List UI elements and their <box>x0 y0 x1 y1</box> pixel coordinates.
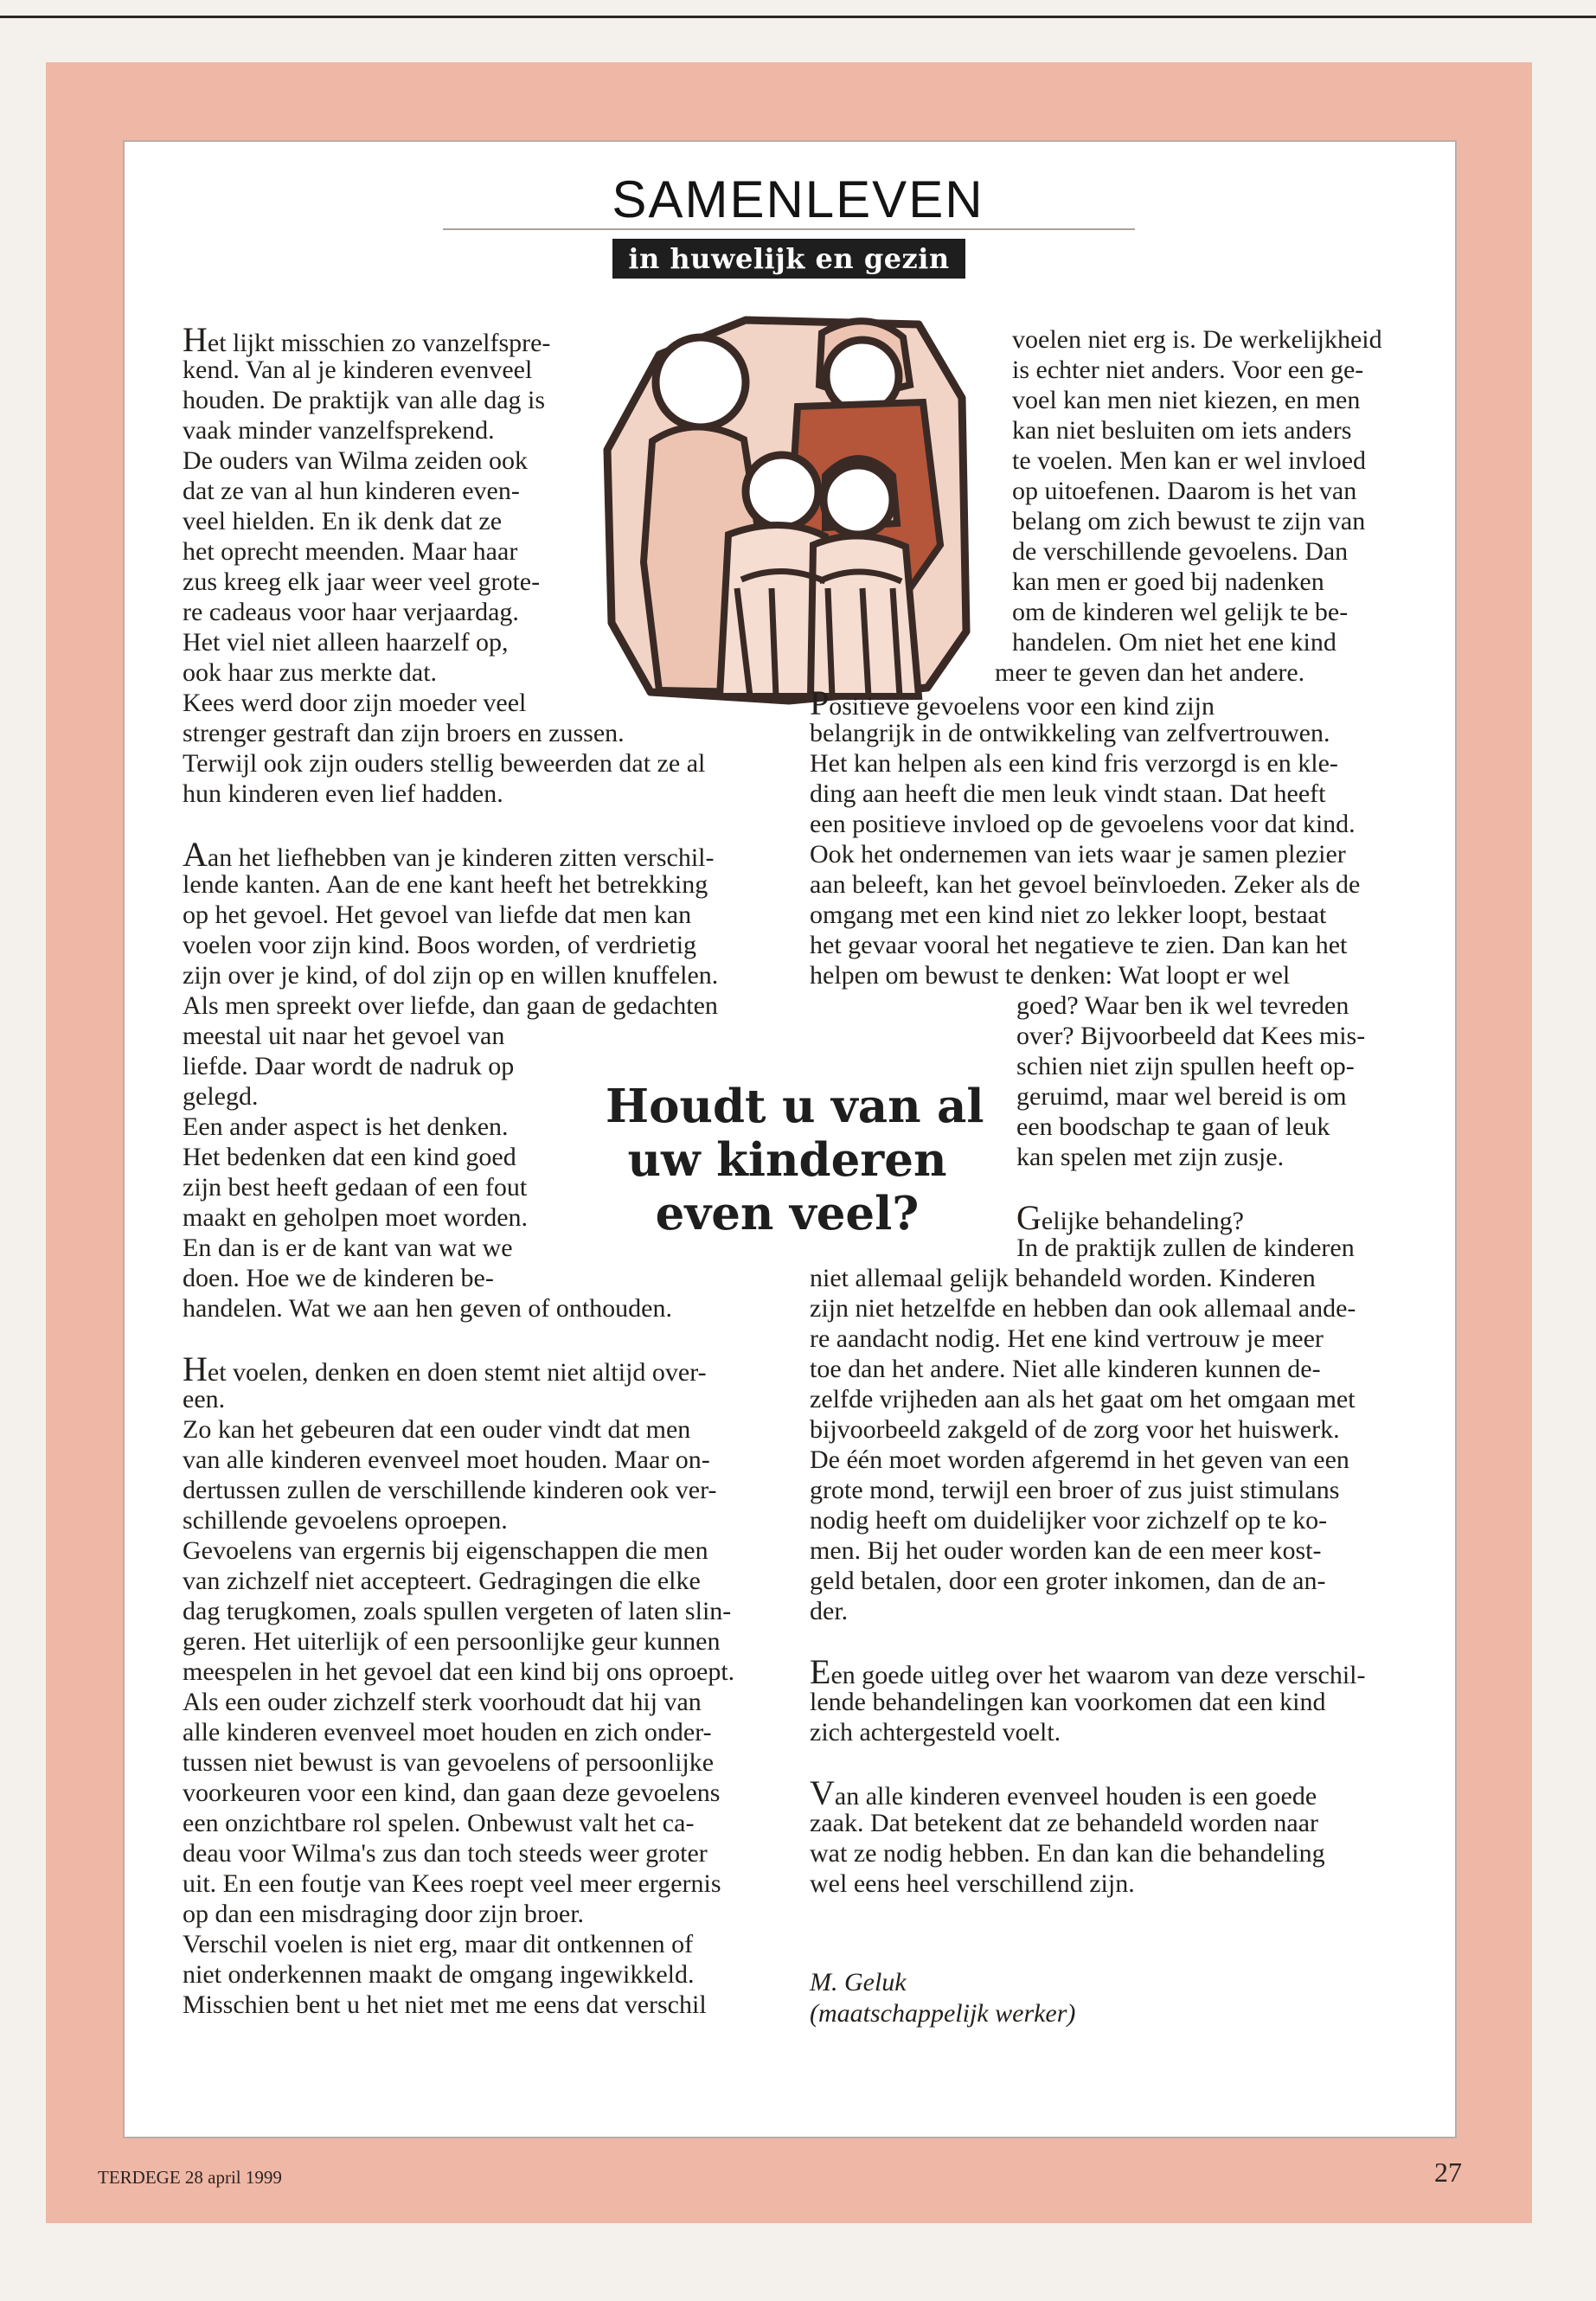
body-text-line: Als men spreekt over liefde, dan gaan de gedachten <box>183 991 718 1020</box>
body-text-line: geren. Het uiterlijk of een persoonlijke geur kunnen <box>183 1627 721 1656</box>
body-text-line: Misschien bent u het niet met me eens dat verschil <box>183 1990 707 2019</box>
body-text-line: niet onderkennen maakt de omgang ingewikkeld. <box>183 1960 695 1989</box>
author-name: M. Geluk <box>810 1968 907 1997</box>
body-text-line: hun kinderen even lief hadden. <box>183 779 503 808</box>
body-text-line: meestal uit naar het gevoel van <box>183 1022 505 1050</box>
body-text-line: uit. En een foutje van Kees roept veel meer ergernis <box>183 1869 721 1898</box>
body-text-line <box>810 1773 1317 1812</box>
body-text-line: over? Bijvoorbeeld dat Kees mis- <box>1016 1022 1366 1050</box>
body-text-line: deau voor Wilma's zus dan toch steeds weer groter <box>183 1839 708 1868</box>
body-text-line: tussen niet bewust is van gevoelens of persoonlijke <box>183 1748 715 1777</box>
title-divider <box>443 228 1135 230</box>
initial-letter: H <box>183 1349 208 1388</box>
family-illustration-icon <box>599 303 979 709</box>
line-rest: et voelen, denken en doen stemt niet altijd over- <box>207 1358 707 1387</box>
body-text-line: men. Bij het ouder worden kan de een meer kost- <box>810 1536 1322 1565</box>
body-text-line: belang om zich bewust te zijn van <box>1012 507 1366 535</box>
body-text-line <box>183 835 715 874</box>
body-text-line: een. <box>183 1385 226 1413</box>
body-text-line: kend. Van al je kinderen evenveel <box>183 356 533 384</box>
body-text-line: op het gevoel. Het gevoel van liefde dat men kan <box>183 901 692 929</box>
body-text-line: zijn over je kind, of dol zijn op en willen knuffelen. <box>183 961 719 990</box>
initial-letter: G <box>1016 1198 1042 1237</box>
body-text-line: dat ze van al hun kinderen even- <box>183 477 520 505</box>
initial-letter: V <box>810 1773 835 1812</box>
body-text-line: voorkeuren voor een kind, dan gaan deze gevoelens <box>183 1779 721 1807</box>
body-text-line: om de kinderen wel gelijk te be- <box>1012 598 1349 626</box>
body-text-line <box>810 1652 1366 1691</box>
body-text-line: een positieve invloed op de gevoelens voor dat kind. <box>810 810 1356 838</box>
body-text-line: toe dan het andere. Niet alle kinderen kunnen de- <box>810 1355 1321 1383</box>
publication-footer: TERDEGE 28 april 1999 <box>98 2167 282 2188</box>
line-rest: en goede uitleg over het waarom van deze verschil- <box>830 1661 1366 1689</box>
body-text-line: doen. Hoe we de kinderen be- <box>183 1264 494 1292</box>
body-text-line: te voelen. Men kan er wel invloed <box>1012 446 1367 475</box>
line-rest: an het liefhebben van je kinderen zitten verschil- <box>207 843 715 872</box>
body-text-line <box>1016 1198 1244 1237</box>
body-text-line: kan men er goed bij nadenken <box>1012 567 1324 596</box>
line-rest: ositieve gevoelens voor een kind zijn <box>829 692 1215 721</box>
body-text-line: op dan een misdraging door zijn broer. <box>183 1900 585 1928</box>
body-text-line: Het bedenken dat een kind goed <box>183 1143 516 1171</box>
body-text-line: alle kinderen evenveel moet houden en zich onder- <box>183 1718 712 1747</box>
body-text-line: der. <box>810 1597 849 1625</box>
body-text-line: Gevoelens van ergernis bij eigenschappen die men <box>183 1536 708 1565</box>
body-text-line: grote mond, terwijl een broer of zus juist stimulans <box>810 1476 1340 1504</box>
pull-quote-line: Houdt u van al <box>606 1080 984 1133</box>
body-text-line: re cadeaus voor haar verjaardag. <box>183 598 519 626</box>
body-text-line: dag terugkomen, zoals spullen vergeten of laten slin- <box>183 1597 732 1625</box>
body-text-line: van alle kinderen evenveel moet houden. Maar on- <box>183 1445 710 1474</box>
body-text-line: helpen om bewust te denken: Wat loopt er wel <box>810 961 1291 990</box>
body-text-line: Een ander aspect is het denken. <box>183 1112 509 1141</box>
body-text-line: Als een ouder zichzelf sterk voorhoudt dat hij van <box>183 1688 702 1716</box>
body-text-line: Het kan helpen als een kind fris verzorgd is en kle- <box>810 749 1338 778</box>
body-text-line: veel hielden. En ik denk dat ze <box>183 507 503 535</box>
top-border-line <box>0 16 1596 18</box>
body-text-line: nodig heeft om duidelijker voor zichzelf op te ko- <box>810 1506 1328 1535</box>
body-text-line: liefde. Daar wordt de nadruk op <box>183 1052 515 1080</box>
body-text-line: Zo kan het gebeuren dat een ouder vindt dat men <box>183 1415 691 1444</box>
body-text-line: houden. De praktijk van alle dag is <box>183 386 546 414</box>
body-text-line <box>183 1349 707 1388</box>
page-title: SAMENLEVEN <box>612 170 984 228</box>
page-number: 27 <box>1434 2157 1462 2188</box>
initial-letter: E <box>810 1652 831 1691</box>
line-rest: an alle kinderen evenveel houden is een goede <box>834 1782 1317 1811</box>
body-text-line: een onzichtbare rol spelen. Onbewust valt het ca- <box>183 1809 695 1837</box>
pull-quote-line: even veel? <box>655 1187 920 1240</box>
body-text-line: het oprecht meenden. Maar haar <box>183 537 518 566</box>
body-text-line: schillende gevoelens oproepen. <box>183 1506 508 1535</box>
line-rest: et lijkt misschien zo vanzelfspre- <box>207 329 551 357</box>
initial-letter: P <box>810 683 830 722</box>
body-text-line: Het viel niet alleen haarzelf op, <box>183 628 509 657</box>
body-text-line <box>810 683 1215 722</box>
pull-quote <box>606 1080 984 1240</box>
body-text-line: lende kanten. Aan de ene kant heeft het betrekking <box>183 870 708 899</box>
body-text-line: zus kreeg elk jaar weer veel grote- <box>183 567 541 596</box>
body-text-line: het gevaar vooral het negatieve te zien. Dan kan het <box>810 931 1348 959</box>
body-text-line: op uitoefenen. Daarom is het van <box>1012 477 1357 505</box>
body-text-line: zich achtergesteld voelt. <box>810 1718 1061 1747</box>
body-text-line: Kees werd door zijn moeder veel <box>183 689 527 717</box>
body-text-line: zelfde vrijheden aan als het gaat om het omgaan met <box>810 1385 1356 1413</box>
body-text-line: omgang met een kind niet zo lekker loopt, bestaat <box>810 901 1327 929</box>
body-text-line: De ouders van Wilma zeiden ook <box>183 446 528 475</box>
body-text-line: gelegd. <box>183 1082 259 1111</box>
body-text-line: niet allemaal gelijk behandeld worden. Kinderen <box>810 1264 1316 1292</box>
body-text-line: In de praktijk zullen de kinderen <box>1016 1234 1355 1262</box>
body-text-line: een boodschap te gaan of leuk <box>1016 1112 1330 1141</box>
body-text-line: voelen voor zijn kind. Boos worden, of verdrietig <box>183 931 697 959</box>
body-text-line: Terwijl ook zijn ouders stellig beweerden dat ze al <box>183 749 706 778</box>
body-text-line: goed? Waar ben ik wel tevreden <box>1016 991 1349 1020</box>
body-text-line: kan niet besluiten om iets anders <box>1012 416 1352 445</box>
body-text-line: handelen. Om niet het ene kind <box>1012 628 1336 657</box>
body-text-line: aan beleeft, kan het gevoel beïnvloeden. Zeker als de <box>810 870 1361 899</box>
line-rest: elijke behandeling? <box>1041 1207 1244 1235</box>
body-text-line: zaak. Dat betekent dat ze behandeld worden naar <box>810 1809 1319 1837</box>
body-text-line: strenger gestraft dan zijn broers en zussen. <box>183 719 625 747</box>
body-text-line: Ook het ondernemen van iets waar je samen plezier <box>810 840 1346 868</box>
body-text-line <box>183 320 551 359</box>
body-text-line: van zichzelf niet accepteert. Gedragingen die elke <box>183 1567 701 1595</box>
author-role: (maatschappelijk werker) <box>810 1999 1076 2028</box>
body-text-line: belangrijk in de ontwikkeling van zelfvertrouwen. <box>810 719 1330 747</box>
body-text-line: lende behandelingen kan voorkomen dat een kind <box>810 1688 1326 1716</box>
body-text-line: meespelen in het gevoel dat een kind bij ons oproept. <box>183 1657 735 1686</box>
page-subtitle: in huwelijk en gezin <box>612 239 965 279</box>
body-text-line: ding aan heeft die men leuk vindt staan. Dat heeft <box>810 779 1326 808</box>
body-text-line: zijn best heeft gedaan of een fout <box>183 1173 528 1202</box>
body-text-line: is echter niet anders. Voor een ge- <box>1012 356 1364 384</box>
pull-quote-line: uw kinderen <box>627 1133 947 1187</box>
body-text-line: bijvoorbeeld zakgeld of de zorg voor het huiswerk. <box>810 1415 1340 1444</box>
body-text-line: voel kan men niet kiezen, en men <box>1012 386 1361 414</box>
body-text-line: geruimd, maar wel bereid is om <box>1016 1082 1347 1111</box>
body-text-line: meer te geven dan het andere. <box>995 658 1305 687</box>
body-text-line: wat ze nodig hebben. En dan kan die behandeling <box>810 1839 1325 1868</box>
body-text-line: re aandacht nodig. Het ene kind vertrouw je meer <box>810 1324 1324 1353</box>
body-text-line: zijn niet hetzelfde en hebben dan ook allemaal ande- <box>810 1294 1356 1323</box>
body-text-line: wel eens heel verschillend zijn. <box>810 1869 1135 1898</box>
body-text-line: schien niet zijn spullen heeft op- <box>1016 1052 1355 1080</box>
body-text-line: voelen niet erg is. De werkelijkheid <box>1012 325 1382 354</box>
body-text-line: En dan is er de kant van wat we <box>183 1234 513 1262</box>
body-text-line: Verschil voelen is niet erg, maar dit ontkennen of <box>183 1930 694 1958</box>
body-text-line: handelen. Wat we aan hen geven of onthouden. <box>183 1294 673 1323</box>
body-text-line: geld betalen, door een groter inkomen, dan de an- <box>810 1567 1326 1595</box>
body-text-line: vaak minder vanzelfsprekend. <box>183 416 495 445</box>
initial-letter: A <box>183 835 208 874</box>
body-text-line: ook haar zus merkte dat. <box>183 658 438 687</box>
body-text-line: kan spelen met zijn zusje. <box>1016 1143 1285 1171</box>
body-text-line: maakt en geholpen moet worden. <box>183 1203 529 1232</box>
body-text-line: De één moet worden afgeremd in het geven van een <box>810 1445 1349 1474</box>
initial-letter: H <box>183 320 208 359</box>
body-text-line: de verschillende gevoelens. Dan <box>1012 537 1349 566</box>
body-text-line: dertussen zullen de verschillende kinderen ook ver- <box>183 1476 717 1504</box>
